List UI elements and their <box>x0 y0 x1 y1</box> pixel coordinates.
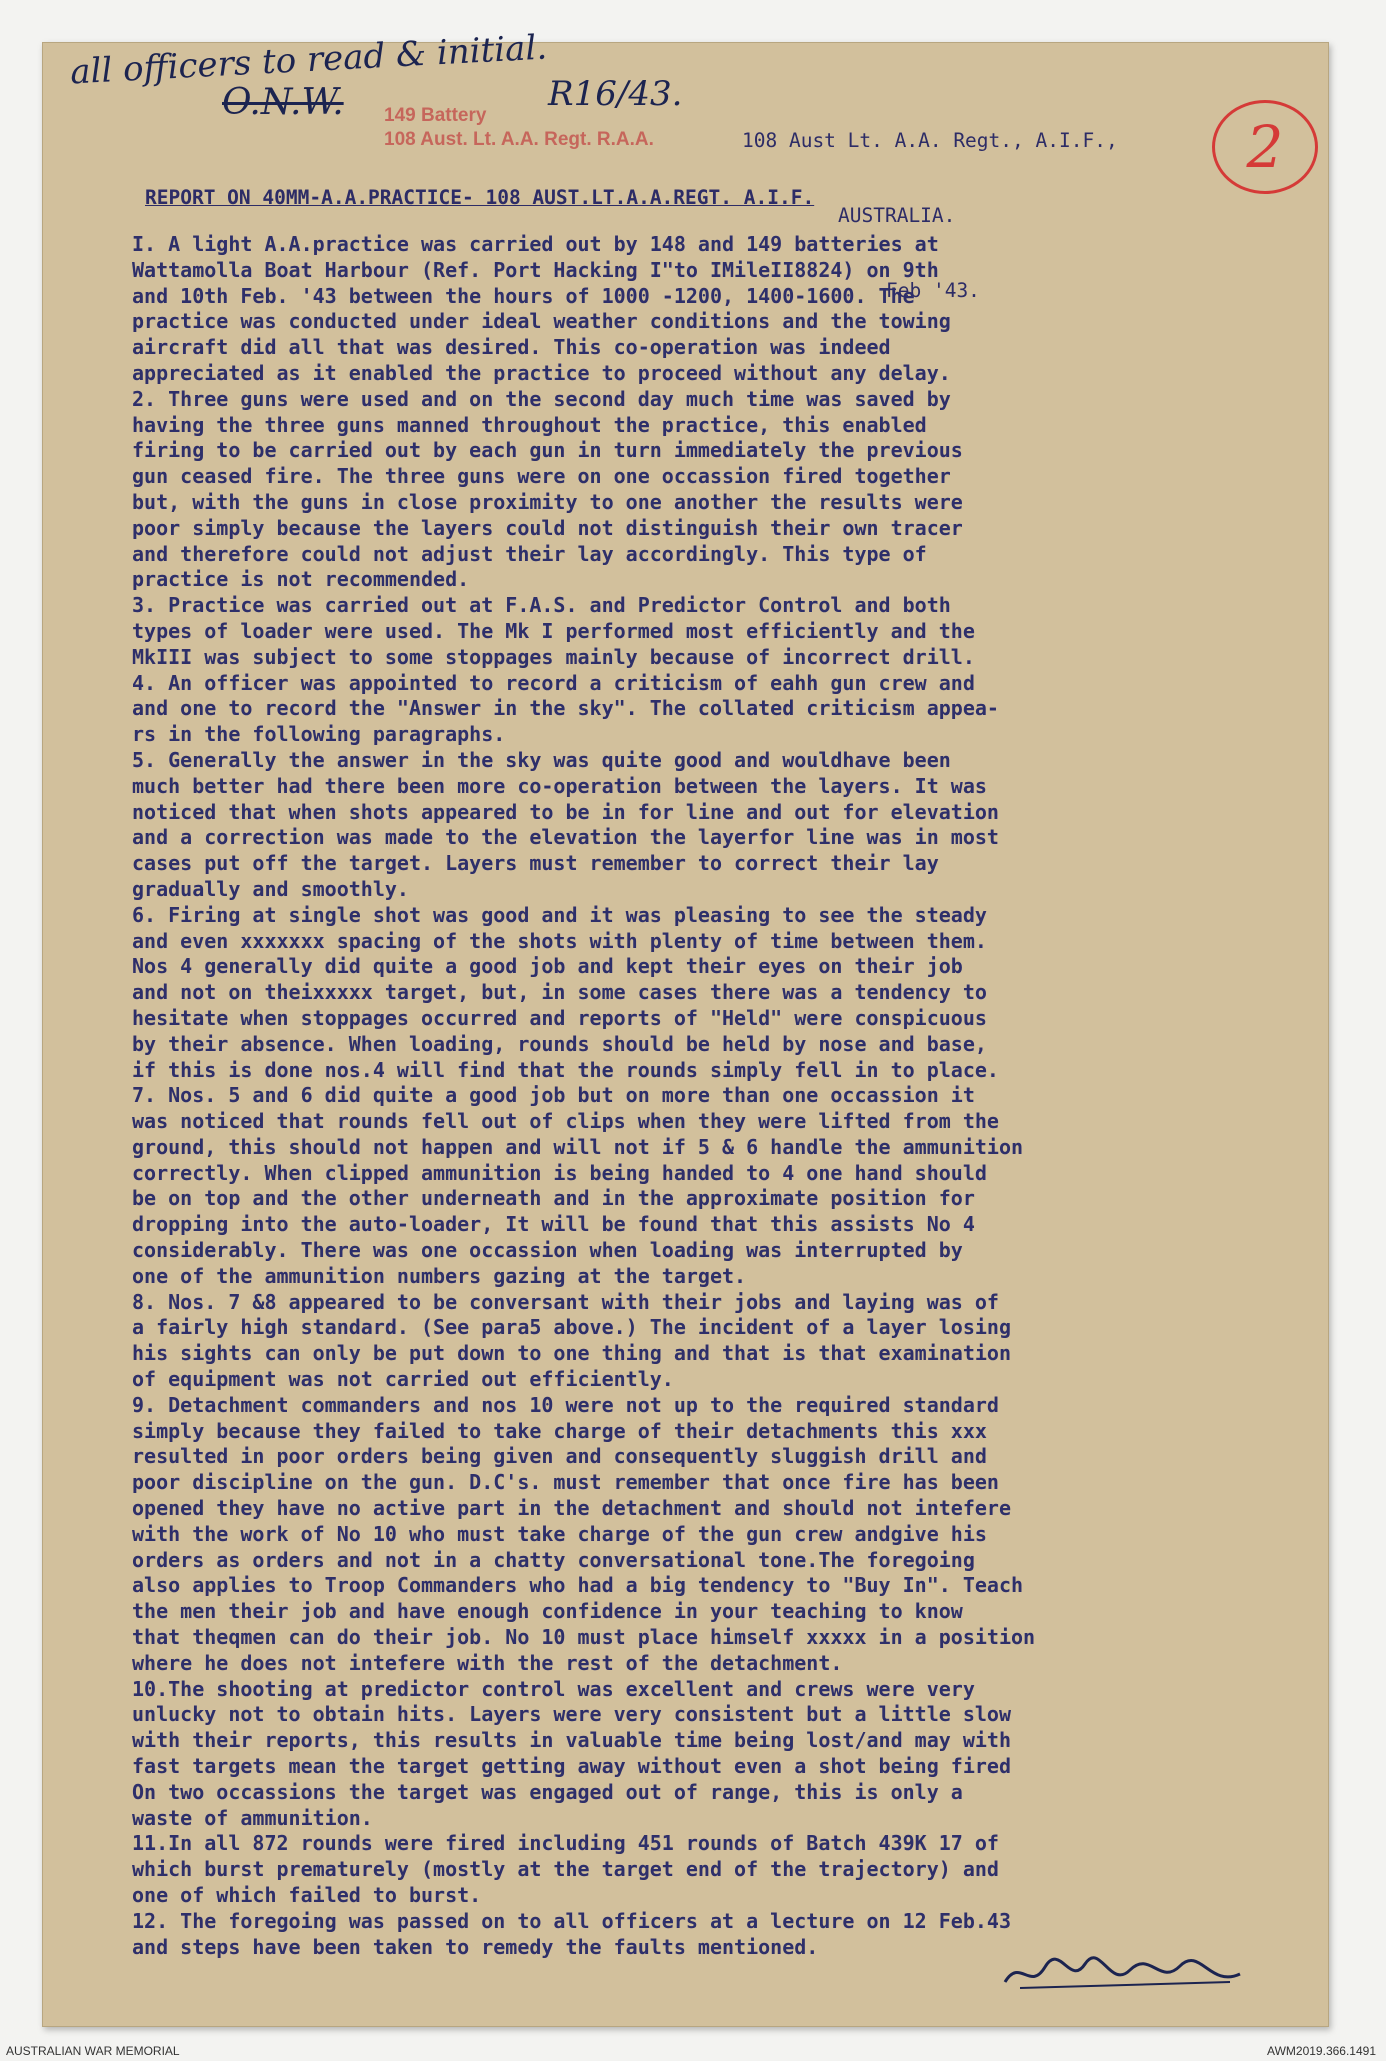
body-line: with the work of No 10 who must take charge of the gun crew andgive his <box>132 1521 987 1546</box>
body-line: orders as orders and not in a chatty conversational tone.The foregoing <box>132 1547 975 1572</box>
footer-accession-number: AWM2019.366.1491 <box>1267 2044 1376 2058</box>
body-line: 6. Firing at single shot was good and it was pleasing to see the steady <box>132 902 987 927</box>
body-line: a fairly high standard. (See para5 above.) The incident of a layer losing <box>132 1315 1011 1340</box>
header-date: Feb '43. <box>886 279 980 302</box>
body-line: one of which failed to burst. <box>132 1883 482 1907</box>
body-line: having the three guns manned throughout the practice, this enabled <box>132 412 927 437</box>
body-line: rs in the following paragraphs. <box>132 722 506 747</box>
body-line: be on top and the other underneath and in the approximate position for <box>132 1186 975 1211</box>
body-line: practice was conducted under ideal weather conditions and the towing <box>132 309 951 334</box>
report-title: REPORT ON 40MM-A.A.PRACTICE- 108 AUST.LT.A.A.REGT. A.I.F. <box>145 186 815 209</box>
body-line: correctly. When clipped ammunition is being handed to 4 one hand should <box>132 1160 987 1185</box>
body-line: gun ceased fire. The three guns were on one occassion fired together <box>132 464 951 489</box>
page-number: 2 <box>1246 113 1284 181</box>
stamp-line-1: 149 Battery <box>384 105 487 126</box>
signature-stroke <box>1005 1958 1240 1982</box>
stamp-line-2: 108 Aust. Lt. A.A. Regt. R.A.A. <box>384 129 654 150</box>
body-line: Wattamolla Boat Harbour (Ref. Port Hacking I"to IMileII8824) on 9th <box>132 257 939 282</box>
handwritten-initials: O.N.W. <box>222 82 344 123</box>
body-line: and therefore could not adjust their lay accordingly. This type of <box>132 541 927 566</box>
body-line: fast targets mean the target getting away without even a shot being fired <box>132 1754 1011 1779</box>
body-line: resulted in poor orders being given and consequently sluggish drill and <box>132 1444 987 1469</box>
body-line: waste of ammunition. <box>132 1805 373 1830</box>
body-line: unlucky not to obtain hits. Layers were very consistent but a little slow <box>132 1702 1011 1727</box>
body-line: 3. Practice was carried out at F.A.S. and Predictor Control and both <box>132 593 951 618</box>
body-line: of equipment was not carried out efficiently. <box>132 1367 674 1392</box>
handwritten-note: all officers to read & initial. <box>69 27 549 93</box>
body-line: 10.The shooting at predictor control was excellent and crews were very <box>132 1676 975 1701</box>
body-line: and not on theixxxxx target, but, in some cases there was a tendency to <box>132 980 987 1005</box>
page-number-circled <box>1212 100 1318 194</box>
body-line: cases put off the target. Layers must remember to correct their lay <box>132 851 939 876</box>
body-line: On two occassions the target was engaged out of range, this is only a <box>132 1779 963 1804</box>
header-unit: 108 Aust Lt. A.A. Regt., A.I.F., <box>742 129 1118 152</box>
body-line: but, with the guns in close proximity to one another the results were <box>132 489 963 514</box>
report-body <box>132 232 1272 1960</box>
body-line: 7. Nos. 5 and 6 did quite a good job but on more than one occassion it <box>132 1083 975 1108</box>
body-line: 12. The foregoing was passed on to all officers at a lecture on 12 Feb.43 <box>132 1908 1011 1933</box>
body-line: aircraft did all that was desired. This co-operation was indeed <box>132 335 891 360</box>
signature-underline <box>1020 1982 1230 1988</box>
body-line: also applies to Troop Commanders who had a big tendency to "Buy In". Teach <box>132 1573 1024 1598</box>
body-line: I. A light A.A.practice was carried out by 148 and 149 batteries at <box>132 232 939 256</box>
body-line: and steps have been taken to remedy the faults mentioned. <box>132 1934 819 1959</box>
footer-institution: AUSTRALIAN WAR MEMORIAL <box>6 2044 180 2058</box>
body-line: opened they have no active part in the detachment and should not intefere <box>132 1496 1011 1521</box>
body-line: types of loader were used. The Mk I performed most efficiently and the <box>132 618 975 643</box>
body-line: poor discipline on the gun. D.C's. must remember that once fire has been <box>132 1470 999 1495</box>
body-line: and 10th Feb. '43 between the hours of 1000 -1200, 1400-1600. The <box>132 283 915 308</box>
body-line: with their reports, this results in valuable time being lost/and may with <box>132 1728 1011 1753</box>
body-line: 11.In all 872 rounds were fired including 451 rounds of Batch 439K 17 of <box>132 1831 999 1856</box>
body-line: much better had there been more co-operation between the layers. It was <box>132 773 987 798</box>
body-line: if this is done nos.4 will find that the rounds simply fell in to place. <box>132 1057 999 1082</box>
battery-stamp <box>384 104 654 152</box>
body-line: his sights can only be put down to one thing and that is that examination <box>132 1341 1011 1366</box>
body-line: which burst prematurely (mostly at the target end of the trajectory) and <box>132 1857 999 1882</box>
body-line: considerably. There was one occassion when loading was interrupted by <box>132 1238 963 1263</box>
body-line: firing to be carried out by each gun in turn immediately the previous <box>132 438 963 463</box>
body-line: appreciated as it enabled the practice to proceed without any delay. <box>132 360 951 385</box>
body-line: Nos 4 generally did quite a good job and kept their eyes on their job <box>132 954 963 979</box>
body-line: practice is not recommended. <box>132 567 470 592</box>
body-line: 2. Three guns were used and on the second day much time was saved by <box>132 386 951 411</box>
body-line: where he does not intefere with the rest of the detachment. <box>132 1650 843 1675</box>
body-line: and even xxxxxxx spacing of the shots with plenty of time between them. <box>132 928 987 953</box>
body-line: dropping into the auto-loader, It will be found that this assists No 4 <box>132 1212 975 1237</box>
archive-footer <box>0 2042 1386 2061</box>
header-country: AUSTRALIA. <box>838 204 956 227</box>
body-line: 8. Nos. 7 &8 appeared to be conversant with their jobs and laying was of <box>132 1289 999 1314</box>
body-line: 9. Detachment commanders and nos 10 were not up to the required standard <box>132 1392 999 1417</box>
signature <box>1000 1952 1250 1994</box>
body-line: was noticed that rounds fell out of clips when they were lifted from the <box>132 1109 999 1134</box>
body-line: noticed that when shots appeared to be in for line and out for elevation <box>132 799 999 824</box>
body-line: 5. Generally the answer in the sky was quite good and wouldhave been <box>132 747 951 772</box>
body-line: the men their job and have enough confidence in your teaching to know <box>132 1599 963 1624</box>
body-line: and one to record the "Answer in the sky". The collated criticism appea- <box>132 696 999 721</box>
body-line: one of the ammunition numbers gazing at the target. <box>132 1263 747 1288</box>
body-line: simply because they failed to take charge of their detachments this xxx <box>132 1418 987 1443</box>
body-line: by their absence. When loading, rounds should be held by nose and base, <box>132 1031 987 1056</box>
body-line: and a correction was made to the elevation the layerfor line was in most <box>132 825 999 850</box>
body-line: 4. An officer was appointed to record a criticism of eahh gun crew and <box>132 670 975 695</box>
body-line: gradually and smoothly. <box>132 876 409 901</box>
body-line: poor simply because the layers could not distinguish their own tracer <box>132 515 963 540</box>
body-line: that theqmen can do their job. No 10 must place himself xxxxx in a position <box>132 1625 1036 1650</box>
body-line: ground, this should not happen and will not if 5 & 6 handle the ammunition <box>132 1134 1024 1159</box>
body-line: hesitate when stoppages occurred and reports of "Held" were conspicuous <box>132 1005 987 1030</box>
handwritten-file-reference: R16/43. <box>548 74 683 114</box>
body-line: MkIII was subject to some stoppages mainly because of incorrect drill. <box>132 644 975 669</box>
